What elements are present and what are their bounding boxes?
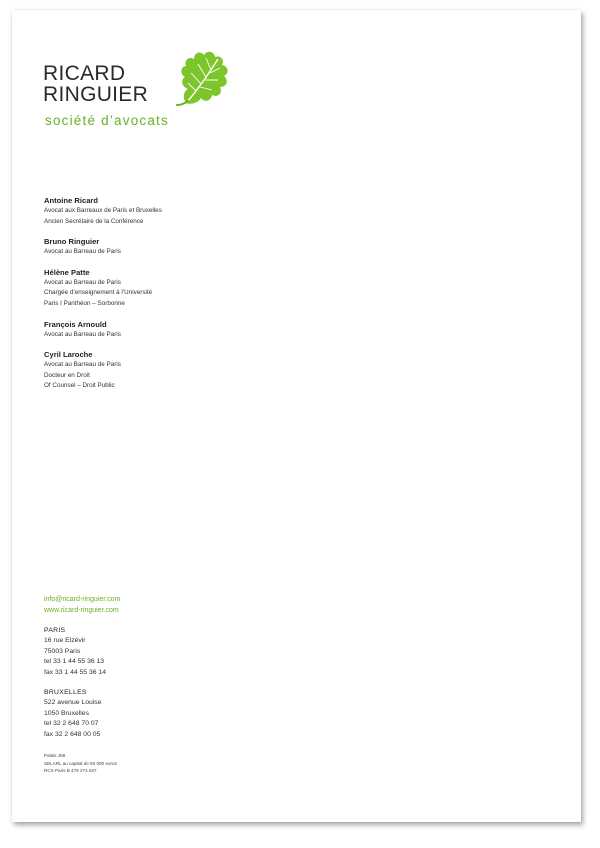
- firm-subtitle: société d’avocats: [45, 113, 169, 128]
- website-link[interactable]: www.ricard-ringuier.com: [44, 606, 119, 614]
- office-fax: fax 32 2 648 00 05: [44, 730, 101, 738]
- partner-name: Bruno Ringuier: [44, 237, 100, 247]
- office-phone: tel 32 2 648 70 07: [44, 720, 99, 727]
- email-link[interactable]: info@ricard-ringuier.com: [44, 596, 121, 603]
- legal-line: Palais J58: [44, 753, 66, 758]
- partners-list: [44, 196, 162, 402]
- partner-title: Avocat au Barreau de Paris: [44, 330, 121, 338]
- partner-entry: [44, 237, 162, 258]
- office-address-line: 16 rue Elzévir: [44, 637, 86, 644]
- partner-entry: [44, 350, 162, 392]
- partner-title: Ancien Secrétaire de la Conférence: [44, 217, 144, 225]
- partner-title: Chargée d’enseignement à l’Université: [44, 289, 153, 297]
- legal-info: [44, 752, 120, 775]
- firm-logo: [43, 47, 233, 137]
- office-fax: fax 33 1 44 55 36 14: [44, 668, 106, 676]
- contact-block: [44, 595, 120, 775]
- partner-title: Of Counsel – Droit Public: [44, 382, 115, 390]
- office-phone: tel 33 1 44 55 36 13: [44, 658, 105, 665]
- office-address-line: 522 avenue Louise: [44, 699, 102, 706]
- partner-title: Paris I Panthéon – Sorbonne: [44, 299, 125, 307]
- partner-title: Docteur en Droit: [44, 371, 90, 379]
- office-address-line: 75003 Paris: [44, 647, 81, 655]
- partner-title: Avocat aux Barreaux de Paris et Bruxelles: [44, 207, 162, 214]
- legal-line: RCS Paris B 479 274 847: [44, 768, 97, 774]
- partner-entry: [44, 196, 162, 227]
- partner-entry: [44, 268, 162, 310]
- oak-leaf-icon: [174, 47, 234, 109]
- office-city: PARIS: [44, 627, 66, 634]
- partner-name: Hélène Patte: [44, 267, 90, 277]
- office-address-line: 1050 Bruxelles: [44, 709, 89, 717]
- office-bruxelles: [44, 688, 120, 740]
- partner-name: Antoine Ricard: [44, 196, 99, 205]
- firm-name-line2: RINGUIER: [43, 83, 149, 106]
- firm-name-line1: RICARD: [43, 62, 126, 85]
- letterhead-page: [12, 10, 581, 822]
- partner-entry: [44, 320, 162, 341]
- partner-name: François Arnould: [44, 319, 107, 329]
- legal-line: SELARL au capital de 50 000 euros: [44, 760, 117, 766]
- office-paris: [44, 626, 120, 678]
- partner-name: Cyril Laroche: [44, 350, 93, 360]
- firm-name: [43, 63, 148, 105]
- partner-title: Avocat au Barreau de Paris: [44, 278, 121, 286]
- partner-title: Avocat au Barreau de Paris: [44, 361, 121, 369]
- partner-title: Avocat au Barreau de Paris: [44, 248, 121, 256]
- office-city: BRUXELLES: [44, 689, 87, 696]
